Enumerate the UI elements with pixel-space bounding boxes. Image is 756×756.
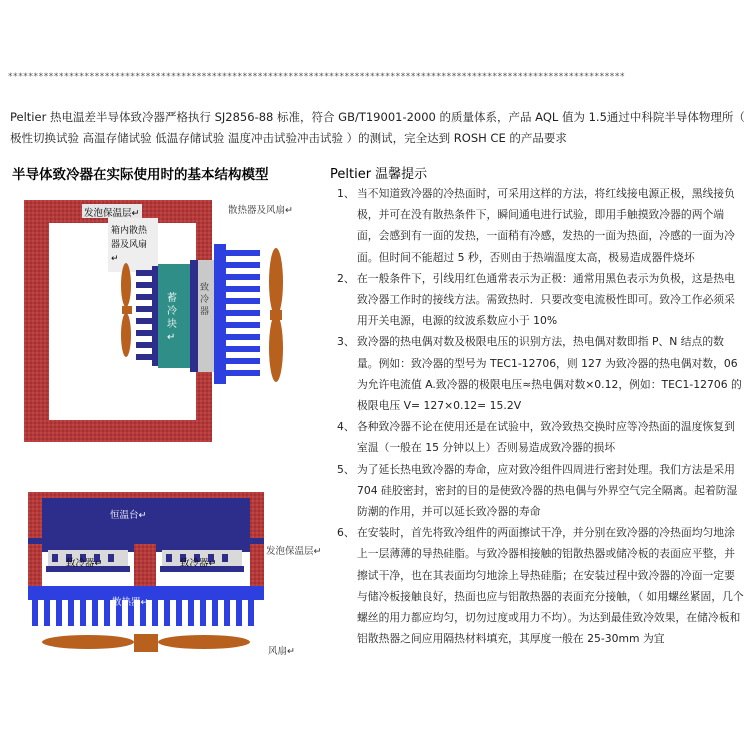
tip-item: 1、 当不知道致冷器的冷热面时，可采用这样的方法，将红线接电源正极，黑线接负极，并可在没有散热条件下，瞬间通电进行试验，即用手触摸致冷器的两个端面，会感到有一面的发热，一面稍有冷感，发热的一面为热面，冷感的一面为冷面。但时间不能超过 5 秒，否则由于热端温度太高，极易造成器件烧坏 (337, 187, 735, 264)
tip-item: 3、 致冷器的热电偶对数及极限电压的识别方法，热电偶对数即指 P、N 结点的数量。例如：致冷器的型号为 TEC1-12706，则 127 为致冷器的热电偶对数，06 为允许电流值 A.致冷器的极限电压≈热电偶对数×0.12，例如：TEC1-12706 的极限电压 V= 127×0.12= 15.2V (337, 335, 742, 413)
tip-item: 4、 各种致冷器不论在使用还是在试验中，致冷致热交换时应等冷热面的温度恢复到室温（一般在 15 分钟以上）否则易造成致冷器的损坏 (337, 420, 735, 455)
diagram-title: 半导体致冷器在实际使用时的基本结构模型 (12, 167, 269, 183)
tip-item: 6、 在安装时，首先将致冷组件的两面擦试干净，并分别在致冷器的冷热面均匀地涂上一层薄薄的导热硅脂。与致冷器相接触的铝散热器或储冷板的表面应平整，并擦试干净，也在其表面均匀地涂上导热硅脂；在安装过程中致冷器的冷面一定要与储冷板接触良好，热面也应与铝散热器的表面充分接触，（ 如用螺丝紧固，几个螺丝的用力都应均匀，切勿过度或用力不均）。为达到最佳致冷效果，在储冷板和铝散热器之间应用隔热材料填充，其厚度一般在 25-30mm 为宜 (337, 526, 744, 646)
tips-title: Peltier 温馨提示 (330, 167, 428, 182)
inner-fan (121, 263, 132, 357)
outer-fan (269, 248, 283, 382)
foam-label: 发泡保温层↵ (84, 208, 140, 219)
outer-heatsink-fins (226, 250, 260, 376)
inner-heatsink-fins (136, 270, 154, 360)
foam-label-2: 发泡保温层↵ (266, 546, 322, 557)
module-right-label: 致冷器↵ (180, 558, 217, 569)
heatsink-fan-label: 散热器及风扇↵ (228, 205, 293, 216)
diagram-thermostatic-platform (18, 490, 308, 680)
tip-item: 5、 为了延长热电致冷器的寿命，应对致冷组件四周进行密封处理。我们方法是采用 704 硅胶密封，密封的目的是使致冷器的热电偶与外界空气完全隔离。起着防湿防潮的作用，并可以延长致冷器的寿命 (337, 462, 738, 519)
module-label: 致冷器 (200, 283, 210, 317)
tip-item: 2、 在一般条件下，引线用红色通常表示为正极：通常用黑色表示为负极，这是热电致冷器工作时的接线方法。需致热时．只要改变电流极性即可。致冷工作必须采用开关电源，电源的纹波系数应小于 10% (337, 271, 735, 328)
separator-line: ************************************************************************************************************************* (8, 72, 626, 82)
cold-block-label: 蓄冷块↵ (167, 293, 177, 343)
fan-label: 风扇↵ (268, 646, 295, 657)
fan (42, 634, 250, 652)
heatsink-label: 散热器↵ (112, 597, 149, 608)
inner-heatsink-label: 箱内散热器及风扇↵ (111, 226, 148, 264)
tips-list (325, 183, 745, 649)
module-left-label: 致冷器↵ (66, 558, 103, 569)
intro-paragraph: Peltier 热电温差半导体致冷器严格执行 SJ2856-88 标准，符合 GB/T19001-2000 的质量体系，产品 AQL 值为 1.5通过中科院半导体物理所（ 极性切换试验 高温存储试验 低温存储试验 温度冲击试验冲击试验 ）的测试，完全达到 ROSH CE 的产品要求 (10, 110, 745, 145)
platform-label: 恒温台↵ (110, 510, 147, 521)
diagram-refrigerator-model (14, 190, 314, 460)
